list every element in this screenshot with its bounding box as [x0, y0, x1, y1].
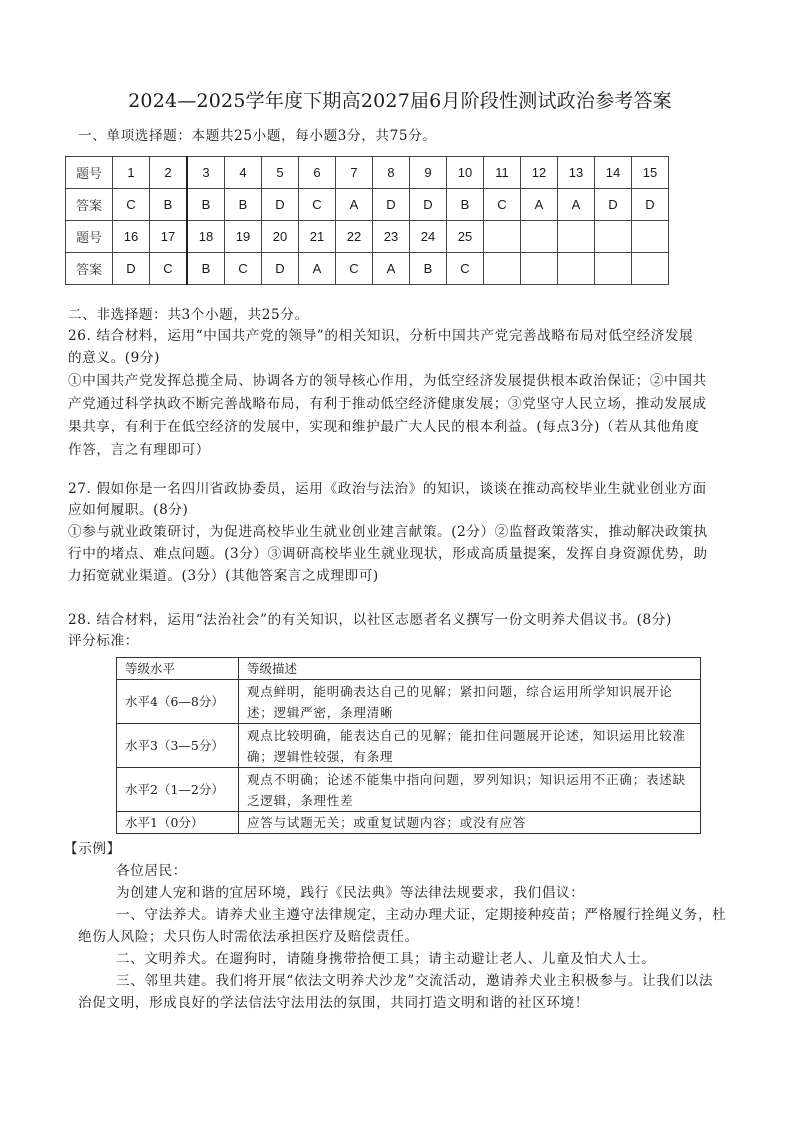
question-number-row: [66, 157, 669, 189]
rubric-desc: 观点比较明确，能表达自己的见解；能扣住问题展开论述，知识运用比较准确；逻辑性较强，有条理: [239, 724, 701, 768]
rubric-desc: 观点不明确；论述不能集中指向问题，罗列知识；知识运用不正确；表述缺乏逻辑，条理性差: [239, 768, 701, 812]
rubric-table: [116, 657, 701, 834]
example-paragraph: 一、守法养犬。请养犬业主遵守法律规定，主动办理犬证，定期接种疫苗；严格履行拴绳义务，杜: [116, 907, 727, 923]
answer-cell: C: [225, 253, 262, 285]
question-number-cell: 19: [225, 221, 262, 253]
example-paragraph: 二、文明养犬。在遛狗时，请随身携带拾便工具；请主动避让老人、儿童及怕犬人士。: [116, 951, 656, 967]
q27-answer-line: 行中的堵点、难点问题。(3分）③调研高校毕业生就业现状，形成高质量提案，发挥自身资源优势，助: [68, 546, 708, 562]
page-title: 2024—2025学年度下期高2027届6月阶段性测试政治参考答案: [128, 90, 672, 112]
rubric-level: 水平1（0分）: [117, 812, 239, 834]
rubric-row: [117, 680, 701, 724]
rubric-row: [117, 724, 701, 768]
answer-cell: C: [150, 253, 188, 285]
question-number-cell: 4: [225, 157, 262, 189]
answer-cell: B: [225, 189, 262, 221]
question-number-cell: 1: [113, 157, 150, 189]
answer-cell: D: [113, 253, 150, 285]
question-number-row: [66, 221, 669, 253]
rubric-row: [117, 812, 701, 834]
row-label-question: 题号: [66, 221, 113, 253]
answer-cell: [595, 253, 632, 285]
question-number-cell: [521, 221, 558, 253]
answer-row: [66, 253, 669, 285]
question-number-cell: [595, 221, 632, 253]
answer-grid: [65, 156, 669, 285]
example-paragraph: 治促文明，形成良好的学法信法守法用法的氛围，共同打造文明和谐的社区环境！: [78, 995, 589, 1011]
answer-cell: [484, 253, 521, 285]
question-number-cell: 17: [150, 221, 188, 253]
answer-cell: B: [410, 253, 447, 285]
q26-answer-line: 果共享，有利于在低空经济的发展中，实现和维护最广大人民的根本利益。(每点3分)（若从其他角度: [68, 419, 700, 435]
question-number-cell: 11: [484, 157, 521, 189]
question-number-cell: 13: [558, 157, 595, 189]
rubric-desc: 应答与试题无关；或重复试题内容；或没有应答: [239, 812, 701, 834]
answer-cell: B: [187, 253, 225, 285]
q27-question-line: 应如何履职。(8分): [68, 502, 189, 518]
example-greeting: 各位居民：: [116, 863, 187, 879]
question-number-cell: 2: [150, 157, 188, 189]
answer-cell: D: [373, 189, 410, 221]
q26-question-line: 26. 结合材料，运用“中国共产党的领导”的相关知识，分析中国共产党完善战略布局对低空经济发展: [68, 328, 694, 344]
row-label-answer: 答案: [66, 253, 113, 285]
example-label: 【示例】: [64, 841, 121, 857]
question-number-cell: [484, 221, 521, 253]
q27-question-line: 27. 假如你是一名四川省政协委员，运用《政治与法治》的知识，谈谈在推动高校毕业生就业创业方面: [68, 481, 707, 497]
rubric-row: [117, 768, 701, 812]
answer-cell: C: [484, 189, 521, 221]
answer-cell: D: [410, 189, 447, 221]
answer-cell: A: [558, 189, 595, 221]
answer-cell: A: [299, 253, 336, 285]
example-paragraph: 三、邻里共建。我们将开展“依法文明养犬沙龙”交流活动，邀请养犬业主积极参与。让我们以法: [116, 973, 714, 989]
rubric-header-desc: 等级描述: [239, 658, 701, 680]
question-number-cell: 24: [410, 221, 447, 253]
answer-cell: C: [299, 189, 336, 221]
answer-cell: D: [632, 189, 669, 221]
question-number-cell: 14: [595, 157, 632, 189]
answer-cell: B: [187, 189, 225, 221]
answer-cell: A: [336, 189, 373, 221]
q26-answer-line: ①中国共产党发挥总揽全局、协调各方的领导核心作用，为低空经济发展提供根本政治保证；②中国共: [68, 373, 707, 389]
q28-question: 28. 结合材料，运用“法治社会”的有关知识，以社区志愿者名义撰写一份文明养犬倡议书。(8分): [68, 612, 672, 628]
question-number-cell: 22: [336, 221, 373, 253]
question-number-cell: 5: [262, 157, 299, 189]
q27-answer-line: 力拓宽就业渠道。(3分）(其他答案言之成理即可): [68, 568, 379, 584]
rubric-level: 水平4（6—8分）: [117, 680, 239, 724]
question-number-cell: 8: [373, 157, 410, 189]
rubric-header-level: 等级水平: [117, 658, 239, 680]
answer-cell: [521, 253, 558, 285]
q26-answer-line: 作答，言之有理即可）: [68, 442, 210, 458]
q26-question-line: 的意义。(9分): [68, 350, 161, 366]
section2-heading: 二、非选择题：共3个小题，共25分。: [68, 307, 309, 323]
answer-row: [66, 189, 669, 221]
example-paragraph: 绝伤人风险；犬只伤人时需依法承担医疗及赔偿责任。: [78, 929, 419, 945]
question-number-cell: 15: [632, 157, 669, 189]
question-number-cell: 9: [410, 157, 447, 189]
rubric-level: 水平2（1—2分）: [117, 768, 239, 812]
answer-cell: A: [373, 253, 410, 285]
question-number-cell: [632, 221, 669, 253]
row-label-question: 题号: [66, 157, 113, 189]
question-number-cell: 23: [373, 221, 410, 253]
answer-cell: B: [447, 189, 484, 221]
rubric-desc: 观点鲜明，能明确表达自己的见解；紧扣问题，综合运用所学知识展开论述；逻辑严密，条理清晰: [239, 680, 701, 724]
question-number-cell: 7: [336, 157, 373, 189]
criteria-label: 评分标准：: [68, 633, 139, 649]
question-number-cell: [558, 221, 595, 253]
q27-answer-line: ①参与就业政策研讨，为促进高校毕业生就业创业建言献策。(2分）②监督政策落实，推动解决政策执: [68, 524, 708, 540]
question-number-cell: 21: [299, 221, 336, 253]
answer-cell: A: [521, 189, 558, 221]
rubric-level: 水平3（3—5分）: [117, 724, 239, 768]
rubric-header-row: [117, 658, 701, 680]
question-number-cell: 18: [187, 221, 225, 253]
section1-heading: 一、单项选择题：本题共25小题，每小题3分，共75分。: [78, 128, 437, 144]
q26-answer-line: 产党通过科学执政不断完善战略布局，有利于推动低空经济健康发展；③党坚守人民立场，推动发展成: [68, 396, 707, 412]
question-number-cell: 25: [447, 221, 484, 253]
row-label-answer: 答案: [66, 189, 113, 221]
answer-cell: [632, 253, 669, 285]
answer-cell: D: [262, 189, 299, 221]
question-number-cell: 16: [113, 221, 150, 253]
question-number-cell: 20: [262, 221, 299, 253]
answer-cell: C: [336, 253, 373, 285]
answer-cell: D: [595, 189, 632, 221]
question-number-cell: 6: [299, 157, 336, 189]
example-intro: 为创建人宠和谐的宜居环境，践行《民法典》等法律法规要求，我们倡议：: [116, 885, 585, 901]
answer-cell: [558, 253, 595, 285]
answer-cell: C: [447, 253, 484, 285]
answer-cell: B: [150, 189, 188, 221]
answer-cell: C: [113, 189, 150, 221]
question-number-cell: 3: [187, 157, 225, 189]
question-number-cell: 12: [521, 157, 558, 189]
question-number-cell: 10: [447, 157, 484, 189]
answer-cell: D: [262, 253, 299, 285]
